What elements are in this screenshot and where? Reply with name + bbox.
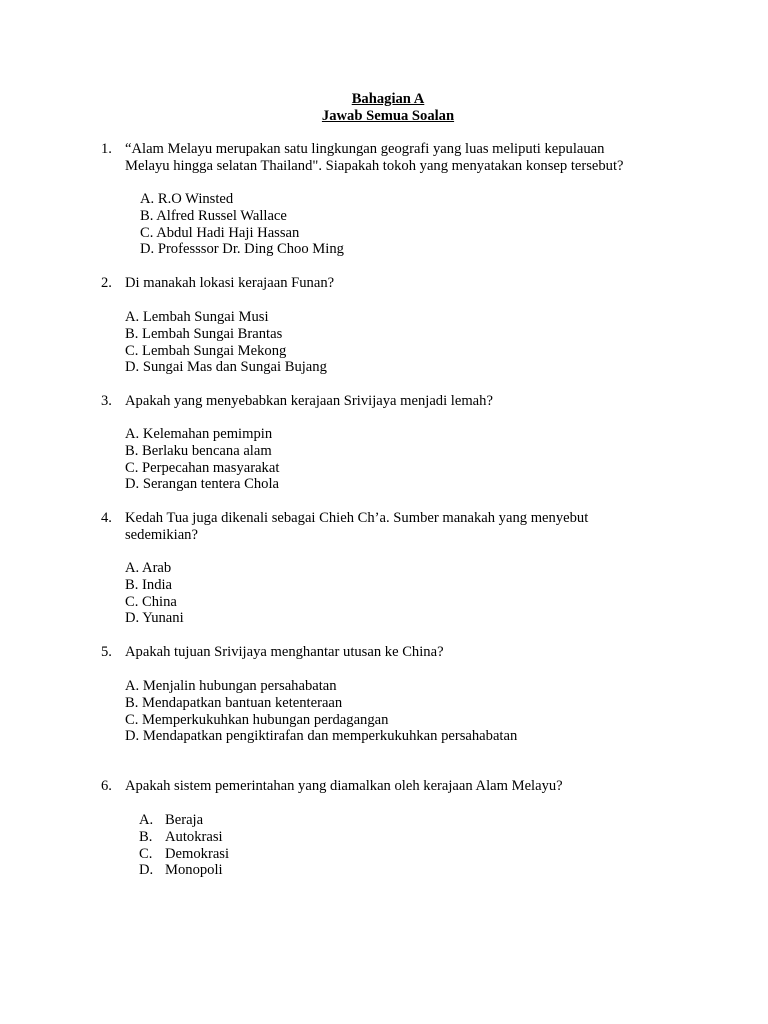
question-5: [101, 644, 681, 661]
question-text-line: Di manakah lokasi kerajaan Funan?: [125, 275, 335, 291]
option-letter: C.: [139, 845, 153, 862]
option-c: C. Lembah Sungai Mekong: [125, 342, 287, 359]
option-a: A. Arab: [125, 560, 172, 576]
option-c: C. Perpecahan masyarakat: [125, 459, 280, 476]
options-list-1: [140, 191, 344, 258]
question-number: 1.: [101, 141, 112, 157]
option-d: D. Serangan tentera Chola: [125, 476, 279, 493]
option-text: Monopoli: [165, 862, 223, 879]
option-b: B. Lembah Sungai Brantas: [125, 325, 283, 342]
question-text-line: sedemikian?: [125, 526, 198, 543]
instruction-title: Jawab Semua Soalan: [321, 108, 455, 124]
option-b: B. Mendapatkan bantuan ketenteraan: [125, 694, 343, 711]
question-2: [101, 275, 681, 292]
options-list-4: [125, 560, 184, 627]
option-b: [139, 829, 229, 846]
question-6: [101, 778, 681, 795]
option-c: C. Abdul Hadi Haji Hassan: [140, 224, 300, 241]
option-d: D. Mendapatkan pengiktirafan dan memperkukuhkan persahabatan: [125, 728, 518, 745]
option-text: Autokrasi: [165, 828, 223, 845]
question-text-line: Apakah tujuan Srivijaya menghantar utusan ke China?: [125, 644, 444, 660]
option-d: D. Professsor Dr. Ding Choo Ming: [140, 241, 344, 258]
options-list-6: [139, 812, 229, 879]
option-d: D. Sungai Mas dan Sungai Bujang: [125, 359, 327, 376]
option-letter: A.: [139, 812, 154, 828]
option-letter: B.: [139, 828, 153, 845]
option-c: [139, 846, 229, 863]
section-title: Bahagian A: [351, 91, 425, 107]
question-text-line: Melayu hingga selatan Thailand". Siapakah tokoh yang menyatakan konsep tersebut?: [125, 157, 624, 174]
question-number: 5.: [101, 644, 112, 660]
options-list-3: [125, 426, 279, 493]
question-3: [101, 393, 681, 410]
question-text-line: Apakah sistem pemerintahan yang diamalkan oleh kerajaan Alam Melayu?: [125, 778, 563, 794]
options-list-5: [125, 678, 517, 745]
question-number: 6.: [101, 778, 112, 794]
options-list-2: [125, 309, 327, 376]
option-c: C. Memperkukuhkan hubungan perdagangan: [125, 711, 389, 728]
question-number: 4.: [101, 510, 112, 526]
option-d: D. Yunani: [125, 610, 184, 627]
question-4: [101, 510, 681, 544]
option-letter: D.: [139, 862, 154, 879]
option-text: Beraja: [165, 812, 204, 828]
option-a: A. Menjalin hubungan persahabatan: [125, 678, 337, 694]
question-1: [101, 141, 681, 175]
option-a: A. Kelemahan pemimpin: [125, 426, 273, 442]
question-number: 2.: [101, 275, 112, 291]
option-b: B. India: [125, 576, 173, 593]
option-text: Demokrasi: [165, 845, 230, 862]
option-a: [139, 812, 229, 829]
option-b: B. Alfred Russel Wallace: [140, 207, 287, 224]
question-text-line: Apakah yang menyebabkan kerajaan Srivijaya menjadi lemah?: [125, 393, 493, 409]
option-d: [139, 862, 229, 879]
question-text-line: Kedah Tua juga dikenali sebagai Chieh Ch’a. Sumber manakah yang menyebut: [125, 510, 589, 526]
option-a: A. R.O Winsted: [140, 191, 234, 207]
option-c: C. China: [125, 593, 177, 610]
option-a: A. Lembah Sungai Musi: [125, 309, 269, 325]
option-b: B. Berlaku bencana alam: [125, 442, 272, 459]
question-number: 3.: [101, 393, 112, 409]
question-text-line: “Alam Melayu merupakan satu lingkungan geografi yang luas meliputi kepulauan: [125, 141, 605, 157]
